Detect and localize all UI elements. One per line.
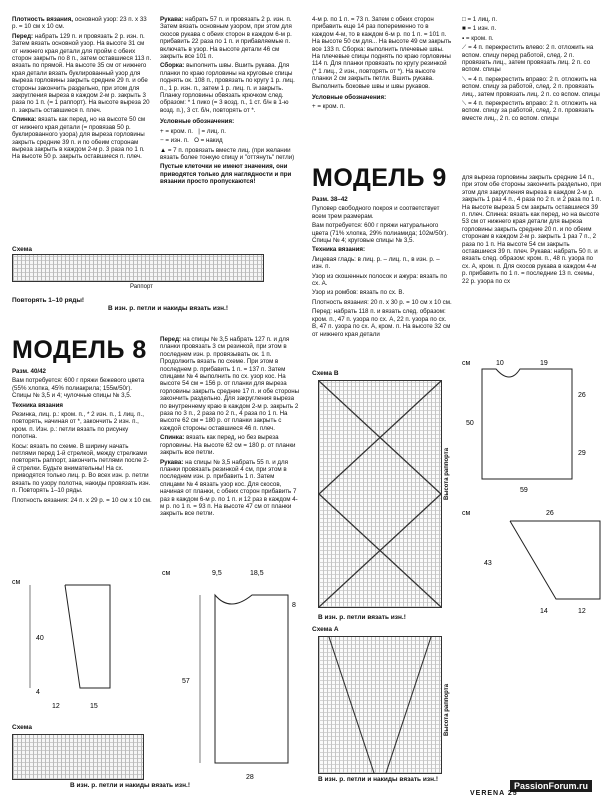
section-heading: Техника вязания [12, 401, 63, 409]
paragraph: Плотность вязания: 20 п. х 30 р. = 10 см х 10 см. [312, 298, 452, 306]
paragraph: Рукава: набрать 57 п. и провязать 2 р. изн. п. Затем вязать основным узором, при этом для скосов рукава с обеих сторон в каждом 6-м р. прибавить 22 раза по 1 п. и прибавляемые п. включать в узор. На высоте детали 46 см закрыть все 101 п. [160, 16, 292, 61]
size-label: Разм. 38–42 [312, 196, 348, 203]
legend-note: Пустые клеточки не имеют значения, они приводятся только для наглядности и при вязании просто пропускаются! [160, 163, 292, 186]
paragraph: Резинка, лиц. р.: кром. п., * 2 изн. п., 1 лиц. п., повторять, начиная от *, закончить 2 изн. п., кром. п. Изн. р.: петли вязать по рисунку полотна. [12, 411, 144, 441]
paragraph: Вам потребуется: 600 г пряжи натурального цвета (71% хлопка, 29% полиамида; 102м/50г). Спицы № 4; круговые спицы № 3,5. [312, 222, 449, 245]
legend-cables [462, 16, 602, 124]
svg-text:8: 8 [292, 602, 296, 609]
schema-chart [12, 254, 264, 282]
schema-b-title: Схема В [312, 370, 339, 377]
rapport-height-label: Высота раппорта [444, 447, 450, 500]
legend-item: ⟍ = 4 п. перекрестить вправо: 2 п. отложить на вспом. спицу за работой, след. 2 п. провязать вместе лиц., 2 п. со вспом. спицы [462, 100, 597, 122]
size-label: Разм. 40/42 [12, 368, 46, 375]
svg-text:26: 26 [578, 392, 586, 399]
schema-note: В изн. р. петли вязать изн.! [318, 614, 406, 621]
site-watermark: PassionForum.ru [510, 780, 592, 792]
paragraph: Узор из ромбов: вязать по сх. В. [312, 289, 405, 297]
rapport-label: Раппорт [130, 284, 153, 290]
column-3-top [312, 16, 452, 113]
svg-text:15: 15 [90, 703, 98, 710]
svg-text:59: 59 [520, 487, 528, 494]
paragraph: Перед: набрать 118 п. и вязать след. образом: кром. п., 47 п. узора по сх. А, 22 п. узора по сх. В, 47 п. узора по сх. А, кром. п. На высоте 32 см от нижнего края детали [312, 308, 451, 338]
column-4-text [462, 174, 602, 287]
sleeve-pattern-model8 [10, 570, 150, 710]
paragraph: Перед: на спицы № 3,5 набрать 127 п. и для планки провязать 3 см резинкой, при этом в последнем изн. р. провязывать ок. 1 п. Продолжить вязать по схеме. При этом в последнем р. прибавить 1 п. = 137 п. Затем спицами № 4 выполнить по сх. узор кос. На высоте 54 см = 156 р. от планки для выреза горловины закрыть средние 17 п. и обе стороны закончить раздельно. Для закругления выреза по внутреннему краю в каждом 2-м р. закрыть 2 раза по 3 п., 2 раза по 2 п., 4 раза по 1 п. На высоте 62 см = 180 р. от планки закрыть с каждой стороны оставшиеся 46 п. плеч. [160, 336, 300, 432]
svg-text:28: 28 [246, 774, 254, 781]
svg-text:4: 4 [36, 689, 40, 696]
svg-text:26: 26 [546, 510, 554, 517]
rapport-height-label: Высота раппорта [444, 683, 450, 736]
legend-item: ▲ = 7 п. провязать вместе лиц. (при желании вязать более тонкую спицу и "оттянуть" петли) [160, 146, 295, 161]
model-9-text [312, 196, 452, 340]
paragraph: Рукава: на спицы № 3,5 набрать 55 п. и для планки провязать резинкой 4 см, при этом в последнем изн. р. прибавить 1 п. Затем спицами № 4 вязать узор кос. Для скосов, начиная от планки, с обеих сторон прибавить 7 раз в каждом 6-м р. по 1 п. и 12 раз в каждом 4-м р. по 1 п. = 93 п. На высоте 47 см от планки закрыть все петли. [160, 458, 298, 518]
schema-title: Схема [12, 246, 33, 253]
legend-item: ⟍ = 4 п. перекрестить вправо: 2 п. отложить на вспом. спицу за работой, след. 2 п. провязать лиц., затем провязать лиц. 2 п. со вспом. спицы [462, 75, 600, 98]
diagonal-lines [319, 637, 441, 773]
legend-item: ⟋ = 4 п. перекрестить влево: 2 п. отложить на вспом. спицу перед работой, след. 2 п. провязать лиц., затем провязать лиц. 2 п. со вспом. спицы [462, 44, 594, 74]
unit-label: см [12, 579, 21, 586]
column-2-top [160, 16, 300, 188]
legend-item: + = кром. п. [312, 103, 346, 111]
model-9-title: МОДЕЛЬ 9 [312, 164, 447, 192]
legend-item: − = изн. п. O = накид [160, 137, 223, 145]
paragraph: для выреза горловины закрыть средние 14 п., при этом обе стороны закончить раздельно, при этом для закругления выреза в каждом 2-м р. закрыть 1 раз 4 п., 4 раза по 2 п. и 2 раза по 1 п. На высоте выреза 5 см закрыть оставшиеся 39 п. плеч. Спинка: вязать как перед, но на высоте 53 см от нижнего края детали для выреза горловины закрыть средние 20 п. и по обеим сторонам в каждом 2-м р. закрыть 1 раз 7 п., 2 раза по 1 п. На высоте 54 см закрыть оставшиеся 39 п. плеч. Рукава: набрать 50 п. и вязать след. образом: кром. п., 48 п. узора по сх. А, кром. п. Для скосов рукава в каждом 4-м р. прибавить по 1 п. = последние 13 п. схемы, 22 р. узора по сх [462, 174, 602, 285]
svg-text:18,5: 18,5 [250, 570, 264, 577]
legend-title: Условные обозначения: [312, 94, 387, 102]
legend-item: □ = 1 лиц. п. [462, 16, 498, 23]
sleeve-pattern-model9 [460, 505, 610, 620]
section-heading: Техника вязания: [312, 246, 366, 254]
svg-text:29: 29 [578, 450, 586, 457]
paragraph: 4-м р. по 1 п. = 73 п. Затем с обеих сторон прибавить еще 14 раз попеременно то в каждом 4-м, то в каждом 6-м р. по 1 п. = 101 п. На высоте 50 см для... На высоте 49 см закрыть все 133 п. Сборка: выполнить плечевые швы. На плечевые спицы поднять по краю горловины 114 п. Для планки провязать по кругу резинкой (* 1 лиц., 2 изн., повторять от *). На высоте планки 2 см закрыть петли. Вшить рукава. Выполнить боковые швы и швы рукавов. [312, 16, 452, 90]
svg-text:10: 10 [496, 360, 504, 367]
svg-text:19: 19 [540, 360, 548, 367]
paragraph: Сборка: выполнить швы. Вшить рукава. Для планки по краю горловины на круговые спицы поднять ок. 108 п., провязать по кругу 1 р. лиц. п., 1 р. изн. п., затем 1 р. лиц. п. и закрыть. Планку горловины обвязать крючком след. образом: * 1 пико (= 3 возд. п., 1 ст. б/н в 1-ю возд. п.), 3 ст. б/н, повторять от *. [160, 62, 295, 114]
repeat-note: Повторять 1–10 ряды! [12, 297, 85, 304]
column-1-top [12, 16, 152, 163]
paragraph: Пуловер свободного покроя и соответствует всем трем размерам. [312, 205, 440, 220]
legend-title: Условные обозначения: [160, 118, 235, 126]
schema-a-chart [318, 636, 442, 774]
schema-a-title: Схема А [312, 626, 339, 633]
svg-text:50: 50 [466, 420, 474, 427]
body-pattern-model8 [160, 565, 310, 785]
paragraph: Лицевая гладь: в лиц. р. – лиц. п., в изн. р. – изн. п. [312, 255, 440, 271]
paragraph: Косы: вязать по схеме. В ширину начать петлями перед 1-й стрелкой, между стрелками повторять раппорт, закончить петлями после 2-й стрелки. Будьте внимательны! На сх. приводятся только лиц. р. Во всех изн. р. петли вязать по узору полотна, накиды провязать изн. п. Повторять 1–10 ряды. [12, 442, 151, 495]
paragraph: Спинка: вязать как перед, но на высоте 50 см от нижнего края детали (= провязав 50 р. буклированного узора) для выреза горловины закрыть средние 39 п. и по обеим сторонам выреза закрыть в каждом 2-м р. 3 раза по 1 п. На высоте 50 р. закрыть оставшиеся п. плеч. [12, 116, 146, 161]
legend-item: ▪ = кром. п. [462, 34, 494, 42]
diagonal-lines [319, 381, 441, 607]
svg-text:12: 12 [52, 703, 60, 710]
paragraph: Спинка: вязать как перед, но без выреза горловины. На высоте 62 см = 180 р. от планки закрыть все петли. [160, 434, 296, 457]
column-2-mid [160, 336, 300, 520]
legend-item: ■ = 1 изн. п. [462, 25, 497, 33]
schema-chart-model8 [12, 734, 144, 780]
unit-label: см [162, 570, 171, 577]
schema-note: В изн. р. петли и накиды вязать изн.! [318, 776, 438, 783]
page-number: VERENA 25 [470, 790, 518, 797]
svg-text:40: 40 [36, 635, 44, 642]
svg-text:43: 43 [484, 560, 492, 567]
schema-title: Схема [12, 724, 33, 731]
schema-note: В изн. р. петли и накиды вязать изн.! [108, 305, 228, 312]
svg-text:12: 12 [578, 608, 586, 615]
unit-label: см [462, 360, 471, 367]
body-pattern-model9 [460, 355, 610, 500]
paragraph: Узор из скошенных полосок и ажура: вязать по сх. А. [312, 272, 448, 288]
paragraph: Перед: набрать 129 п. и провязать 2 р. изн. п. Затем вязать основной узор. На высоте 31 см от нижнего края детали для пройм с обеих сторон закрыть по 8 п., затем оставшиеся 113 п. вязать по прямой. На высоте 35 см от нижнего края детали вязать буклированный узор для выреза горловины закрыть средние 29 п. и обе стороны закончить раздельно, при этом для закругления выреза в каждом 2-м р. закрыть 3 раза по 1 п. (= 1 раппорт). На высоте выреза 20 п. закрыть оставшиеся п. плеч. [12, 32, 152, 114]
schema-note: В изн. р. петли и накиды вязать изн.! [70, 782, 190, 789]
svg-text:9,5: 9,5 [212, 570, 222, 577]
model-8-text [12, 368, 152, 506]
legend-item: + = кром. п. | = лиц. п. [160, 127, 226, 135]
svg-text:14: 14 [540, 608, 548, 615]
unit-label: см [462, 510, 471, 517]
schema-b-chart [318, 380, 442, 608]
paragraph: Вам потребуется: 600 г пряжи бежевого цвета (55% хлопка, 45% полиакрила; 155м/50г). Спицы № 3,5 и 4; чулочные спицы № 3,5. [12, 377, 145, 400]
svg-text:57: 57 [182, 678, 190, 685]
paragraph: Плотность вязания: 24 п. х 29 р. = 10 см х 10 см. [12, 496, 152, 504]
model-8-title: МОДЕЛЬ 8 [12, 336, 147, 364]
paragraph: Плотность вязания, основной узор: 23 п. х 33 р. = 10 см х 10 см. [12, 16, 147, 31]
